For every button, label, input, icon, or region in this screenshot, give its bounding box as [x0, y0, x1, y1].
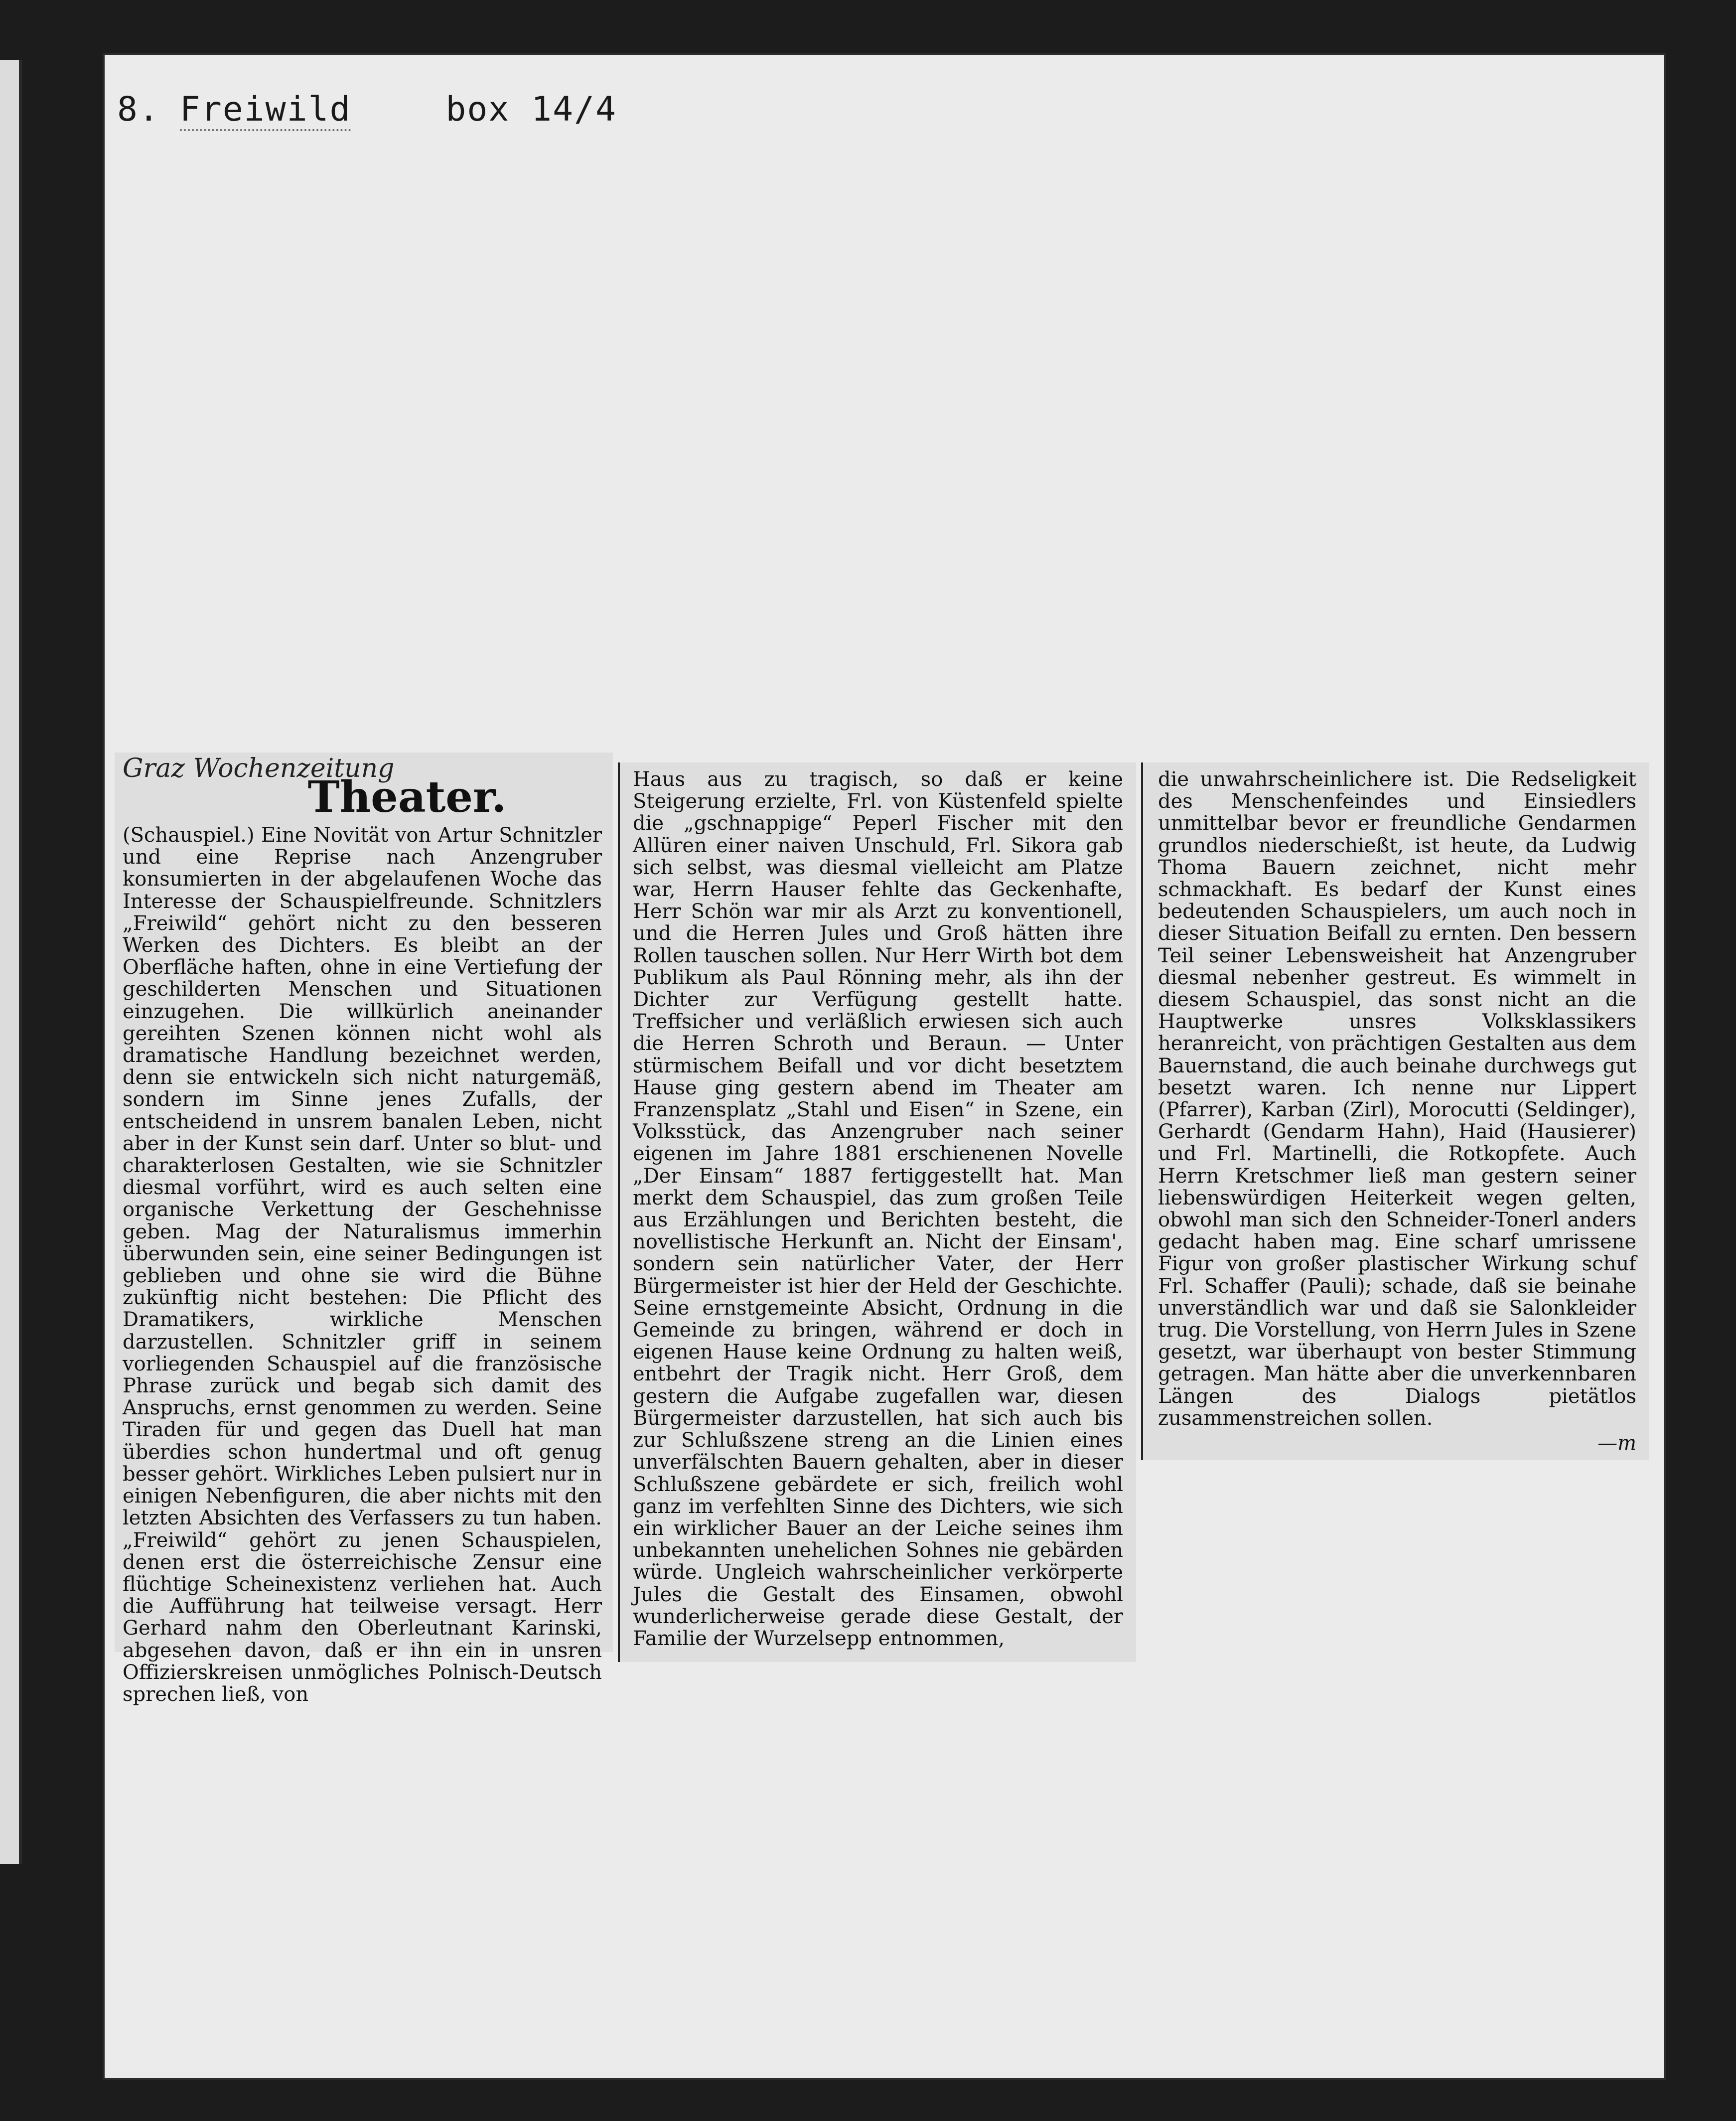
author-signature: —m [1597, 1432, 1636, 1455]
column-2-text: Haus aus zu tragisch, so daß er keine Steigerung erzielte, Frl. von Küstenfeld spielte die „gschnappige“ Peperl Fischer mit den Allüren einer naiven Unschuld, Frl. Sikora gab sich selbst, was diesmal vielleicht am Platze war, Herrn Hauser fehlte das Geckenhafte, Herr Schön war mir als Arzt zu konventionell, und die Herren Jules und Groß hätten ihre Rollen tauschen sollen. Nur Herr Wirth bot dem Publikum als Paul Rönning mehr, als ihn der Dichter zur Verfügung gestellt hatte. Treffsicher und verläßlich erwiesen sich auch die Herren Schroth und Beraun. — Unter stürmischem Beifall und vor dicht besetztem Hause ging gestern abend im Theater am Franzensplatz „Stahl und Eisen“ in Szene, ein Volksstück, das Anzengruber nach seiner eigenen im Jahre 1881 erschienenen Novelle „Der Einsam“ 1887 fertiggestellt hat. Man merkt dem Schauspiel, das zum großen Teile aus Erzählungen und Berichten besteht, die novellistische Herkunft an. Nicht der Einsam', sondern sein natürlicher Vater, der Herr Bürgermeister ist hier der Held der Geschichte. Seine ernstgemeinte Absicht, Ordnung in die Gemeinde zu bringen, während er doch in eigenen Hause keine Ordnung zu halten weiß, entbehrt der Tragik nicht. Herr Groß, dem gestern die Aufgabe zugefallen war, diesen Bürgermeister darzustellen, hat sich auch bis zur Schlußszene streng an die Linien eines unverfälschten Bauern gehalten, aber in dieser Schlußszene gebärdete er sich, freilich wohl ganz im verfehlten Sinne des Dichters, wie sich ein wirklicher Bauer an der Leiche seines ihm unbekannten unehelichen Sohnes nie gebärden würde. Ungleich wahrscheinlicher verkörperte Jules die Gestalt des Einsamen, obwohl wunderlicherweise gerade diese Gestalt, der Familie der Wurzelsepp entnommen, [633, 768, 1123, 1650]
folder-title: Freiwild [180, 90, 351, 131]
sheet-header [117, 90, 617, 129]
box-label: box 14/4 [445, 90, 617, 129]
article-title: Theater. [307, 772, 507, 822]
clipping-column-1 [115, 753, 613, 1706]
handwritten-note: Graz Wochenzeitung [123, 754, 395, 783]
folder-number: 8. [117, 90, 160, 129]
clipping-column-3 [1141, 762, 1649, 1460]
column-3-text: die unwahrscheinlichere ist. Die Redseligkeit des Menschenfeindes und Einsiedlers unmittelbar bevor er freundliche Gendarmen grundlos niederschießt, ist heute, da Ludwig Thoma Bauern zeichnet, nicht mehr schmackhaft. Es bedarf der Kunst eines bedeutenden Schauspielers, um auch noch in dieser Situation Beifall zu ernten. Den bessern Teil seiner Lebensweisheit hat Anzengruber diesmal nebenher gestreut. Es wimmelt in diesem Schauspiel, das sonst nicht an die Hauptwerke unsres Volksklassikers heranreicht, von prächtigen Gestalten aus dem Bauernstand, die auch beinahe durchwegs gut besetzt waren. Ich nenne nur Lippert (Pfarrer), Karban (Zirl), Morocutti (Seldinger), Gerhardt (Gendarm Hahn), Haid (Hausierer) und Frl. Martinelli, die Rotkopfete. Auch Herrn Kretschmer ließ man gestern seiner liebenswürdigen Heiterkeit wegen gelten, obwohl man sich den Schneider-Tonerl anders gedacht haben mag. Eine scharf umrissene Figur von großer plastischer Wirkung schuf Frl. Schaffer (Pauli); schade, daß sie beinahe unverständlich war und daß sie Salonkleider trug. Die Vorstellung, von Herrn Jules in Szene gesetzt, war überhaupt von bester Stimmung getragen. Man hätte aber die unverkennbaren Längen des Dialogs pietätlos zusammenstreichen sollen. [1158, 768, 1636, 1430]
archive-sheet [105, 55, 1664, 2078]
column-1-text: (Schauspiel.) Eine Novität von Artur Schnitzler und eine Reprise nach Anzengruber konsumierten in der abgelaufenen Woche das Interesse der Schauspielfreunde. Schnitzlers „Freiwild“ gehört nicht zu den besseren Werken des Dichters. Es bleibt an der Oberfläche haften, ohne in eine Vertiefung der geschilderten Menschen und Situationen einzugehen. Die willkürlich aneinander gereihten Szenen können nicht wohl als dramatische Handlung bezeichnet werden, denn sie entwickeln sich nicht naturgemäß, sondern im Sinne jenes Zufalls, der entscheidend in unsrem banalen Leben, nicht aber in der Kunst sein darf. Unter so blut- und charakterlosen Gestalten, wie sie Schnitzler diesmal vorführt, wird es auch selten eine organische Verkettung der Geschehnisse geben. Mag der Naturalismus immerhin überwunden sein, eine seiner Bedingungen ist geblieben und ohne sie wird die Bühne zukünftig nicht bestehen: Die Pflicht des Dramatikers, wirkliche Menschen darzustellen. Schnitzler griff in seinem vorliegenden Schauspiel auf die französische Phrase zurück und begab sich damit des Anspruchs, ernst genommen zu werden. Seine Tiraden für und gegen das Duell hat man überdies schon hundertmal und oft genug besser gehört. Wirkliches Leben pulsiert nur in einigen Nebenfiguren, die aber nichts mit den letzten Absichten des Verfassers zu tun haben. „Freiwild“ gehört zu jenen Schauspielen, denen erst die österreichische Zensur eine flüchtige Scheinexistenz verliehen hat. Auch die Aufführung hat teilweise versagt. Herr Gerhard nahm den Oberleutnant Karinski, abgesehen davon, daß er ihn ein in unsren Offizierskreisen unmögliches Polnisch-Deutsch sprechen ließ, von [123, 824, 602, 1706]
adjacent-page-edge [0, 60, 22, 1864]
clipping-column-2 [618, 762, 1136, 1662]
